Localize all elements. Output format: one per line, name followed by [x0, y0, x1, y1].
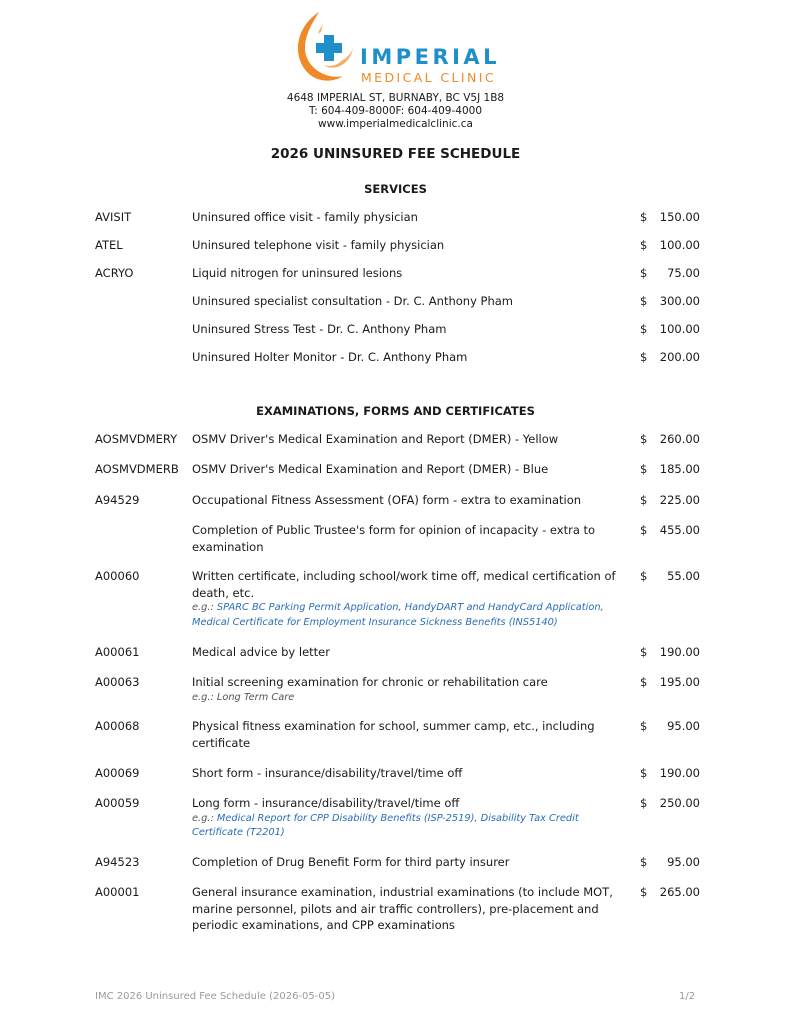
clinic-address: 4648 IMPERIAL ST, BURNABY, BC V5J 1B8 — [286, 92, 505, 104]
currency-symbol: $ — [640, 569, 648, 583]
fee-code: A00069 — [95, 766, 140, 780]
fee-amount: 150.00 — [659, 210, 700, 224]
fee-amount: 75.00 — [667, 266, 700, 280]
fee-code: A94529 — [95, 493, 140, 507]
currency-symbol: $ — [640, 462, 648, 476]
link-handydart-application[interactable]: HandyDART and HandyCard Application — [404, 602, 601, 613]
fee-description — [192, 674, 630, 705]
fee-code: ACRYO — [95, 266, 134, 280]
fee-amount: 190.00 — [659, 645, 700, 659]
section-title-examinations: EXAMINATIONS, FORMS AND CERTIFICATES — [256, 404, 535, 418]
fee-amount: 95.00 — [667, 719, 700, 733]
fee-code: A00001 — [95, 885, 140, 899]
example-prefix: e.g.: — [192, 812, 214, 824]
fee-amount: 195.00 — [659, 675, 700, 689]
document-title: 2026 UNINSURED FEE SCHEDULE — [270, 146, 521, 162]
fee-code: AOSMVDMERB — [95, 462, 179, 476]
fee-amount: 55.00 — [667, 569, 700, 583]
currency-symbol: $ — [640, 885, 648, 899]
currency-symbol: $ — [640, 210, 648, 224]
clinic-website[interactable]: www.imperialmedicalclinic.ca — [318, 118, 473, 130]
fee-description: OSMV Driver's Medical Examination and Report (DMER) - Blue — [192, 462, 549, 476]
fee-code: A00060 — [95, 569, 140, 583]
fee-amount: 200.00 — [659, 350, 700, 364]
currency-symbol: $ — [640, 266, 648, 280]
fee-amount: 95.00 — [667, 855, 700, 869]
page-number: 1/2 — [679, 991, 696, 1002]
fee-code: AVISIT — [95, 210, 132, 224]
currency-symbol: $ — [640, 322, 648, 336]
fee-amount: 100.00 — [659, 322, 700, 336]
fee-description: Occupational Fitness Assessment (OFA) form - extra to examination — [192, 493, 582, 507]
currency-symbol: $ — [640, 855, 648, 869]
fee-code: A00068 — [95, 719, 140, 733]
fee-description — [192, 795, 630, 841]
currency-symbol: $ — [640, 523, 648, 537]
example-prefix: e.g.: — [192, 602, 214, 613]
fee-description: Uninsured Stress Test - Dr. C. Anthony Pham — [192, 322, 447, 336]
currency-symbol: $ — [640, 432, 648, 446]
fee-code: A94523 — [95, 855, 140, 869]
link-disability-tax-credit[interactable]: Disability Tax Credit Certificate (T2201) — [192, 812, 579, 838]
section-title-services: SERVICES — [364, 182, 427, 196]
fee-description: Physical fitness examination for school, summer camp, etc., including certificate — [192, 719, 595, 750]
fee-description: Medical advice by letter — [192, 645, 330, 659]
fee-amount: 225.00 — [659, 493, 700, 507]
example-note: e.g.: Long Term Care — [192, 691, 295, 703]
currency-symbol: $ — [640, 294, 648, 308]
fee-code: A00063 — [95, 675, 140, 689]
fee-amount: 260.00 — [659, 432, 700, 446]
fee-description: Short form - insurance/disability/travel/time off — [192, 766, 463, 780]
fee-description — [192, 568, 630, 630]
fee-amount: 185.00 — [659, 462, 700, 476]
fee-amount: 250.00 — [659, 796, 700, 810]
clinic-phones — [0, 104, 791, 118]
fee-amount: 300.00 — [659, 294, 700, 308]
logo-subtitle: MEDICAL CLINIC — [361, 70, 496, 85]
currency-symbol: $ — [640, 766, 648, 780]
currency-symbol: $ — [640, 493, 648, 507]
currency-symbol: $ — [640, 350, 648, 364]
currency-symbol: $ — [640, 645, 648, 659]
fee-description: General insurance examination, industrial examinations (to include MOT, marine personnel, pilots and air traffic controllers), pre-placement and periodic examinations, and CPP examinations — [192, 885, 613, 932]
phone-number: T: 604-409-8000 — [308, 105, 396, 117]
footer-document-id: IMC 2026 Uninsured Fee Schedule (2026-05-05) — [95, 991, 335, 1002]
example-note: e.g.: SPARC BC Parking Permit Application, HandyDART and HandyCard Application, Medical Certificate for Employment Insurance Sickness Benefits (INS5140) — [192, 602, 604, 628]
currency-symbol: $ — [640, 238, 648, 252]
fee-description: Uninsured telephone visit - family physician — [192, 238, 445, 252]
logo-name: IMPERIAL — [360, 45, 501, 69]
currency-symbol: $ — [640, 719, 648, 733]
fee-description: Completion of Public Trustee's form for opinion of incapacity - extra to examination — [192, 523, 596, 554]
fee-description: Uninsured Holter Monitor - Dr. C. Anthony Pham — [192, 350, 468, 364]
fee-description: Liquid nitrogen for uninsured lesions — [192, 266, 403, 280]
fee-description: OSMV Driver's Medical Examination and Report (DMER) - Yellow — [192, 432, 559, 446]
fee-amount: 455.00 — [659, 523, 700, 537]
fee-code: A00061 — [95, 645, 140, 659]
fee-amount: 190.00 — [659, 766, 700, 780]
fee-description-text: Written certificate, including school/work time off, medical certification of death, etc. — [192, 569, 616, 600]
currency-symbol: $ — [640, 796, 648, 810]
link-cpp-disability-report[interactable]: Medical Report for CPP Disability Benefits (ISP-2519) — [216, 812, 475, 824]
fee-amount: 265.00 — [659, 885, 700, 899]
fee-description-text: Long form - insurance/disability/travel/time off — [192, 796, 460, 810]
fee-code: AOSMVDMERY — [95, 432, 178, 446]
example-note: e.g.: Medical Report for CPP Disability Benefits (ISP-2519), Disability Tax Credit Certificate (T2201) — [192, 812, 579, 838]
fee-amount: 100.00 — [659, 238, 700, 252]
fax-number: F: 604-409-4000 — [395, 105, 482, 117]
link-ei-sickness-certificate[interactable]: Medical Certificate for Employment Insurance Sickness Benefits (INS5140) — [192, 616, 558, 628]
fee-description: Uninsured office visit - family physician — [192, 210, 418, 224]
currency-symbol: $ — [640, 675, 648, 689]
fee-code: A00059 — [95, 796, 140, 810]
fee-description: Completion of Drug Benefit Form for third party insurer — [192, 855, 510, 869]
fee-description: Uninsured specialist consultation - Dr. C. Anthony Pham — [192, 294, 514, 308]
fee-code: ATEL — [95, 238, 123, 252]
clinic-logo — [293, 10, 503, 85]
fee-description-text: Initial screening examination for chronic or rehabilitation care — [192, 675, 548, 689]
link-sparc-parking-permit[interactable]: SPARC BC Parking Permit Application — [216, 602, 399, 613]
medical-cross-flame-icon — [293, 10, 357, 84]
